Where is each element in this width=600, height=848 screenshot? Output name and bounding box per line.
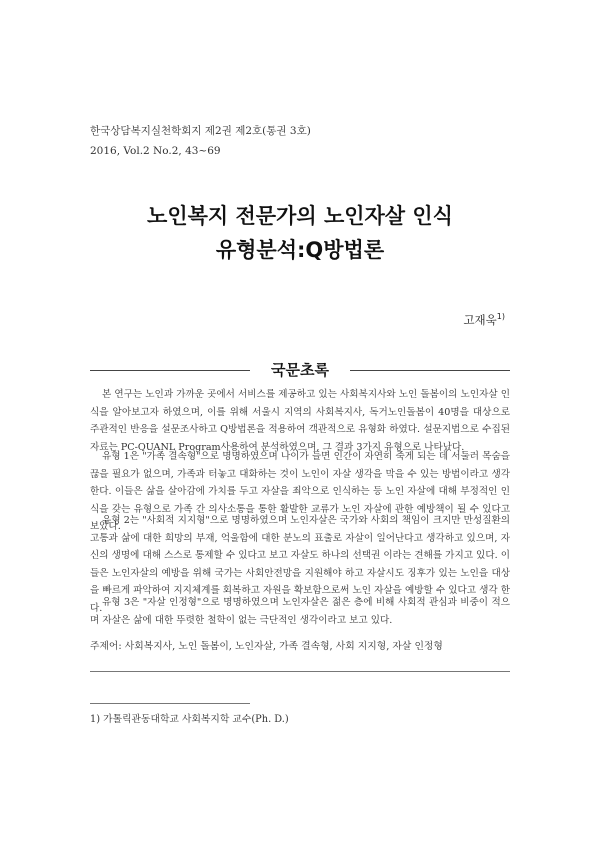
section-divider: [90, 671, 510, 672]
journal-volume-pages: 2016, Vol.2 No.2, 43~69: [90, 145, 221, 157]
author: [463, 312, 505, 328]
footnote-divider: [90, 703, 250, 704]
paper-title-line-2: 유형분석:Q방법론: [215, 238, 385, 262]
abstract-paragraph: 본 연구는 노인과 가까운 곳에서 서비스를 제공하고 있는 사회복지사와 노인 돌봄이의 노인자살 인식을 알아보고자 하였으며, 이를 위해 서울시 지역의 사회복지사, 독거노인돌봄이 40명을 대상으로 주관적인 반응을 설문조사하고 Q방법론을 적용하여 객관적으로 유형화 하였다. 설문지법으로 수집된 자료는 PC-QUANL Program사용하여 분석하였으며, 그 결과 3가지 유형으로 나타났다.: [90, 389, 510, 453]
journal-info: [90, 121, 311, 161]
keywords: 주제어: 사회복지사, 노인 돌봄이, 노인자살, 가족 결속형, 사회 지지형, 자살 인정형: [90, 641, 443, 652]
author-name: 고재욱: [463, 313, 497, 327]
abstract-heading: 국문초록: [250, 360, 350, 380]
abstract-paragraph: 유형 2는 "사회적 지지형"으로 명명하였으며 노인자살은 국가와 사회의 책임이 크지만 만성질환의 고통과 삶에 대한 희망의 부재, 억울함에 대한 분노의 표출로 자살이 일어난다고 생각하고 있으며, 자신의 생명에 대해 스스로 통제할 수 있다고 보고 자살도 하나의 선택권 이라는 견해를 가지고 있다. 이들은 노인자살의 예방을 위해 국가는 사회안전망을 지원해야 하고 자살시도 징후가 있는 노인을 대상을 빠르게 파악하여 지지체계를 회복하고 자원을 확보함으로써 노인 자살을 예방할 수 있다고 생각 한다.: [90, 515, 510, 614]
abstract-paragraph: 유형 1은 "가족 결속형"으로 명명하였으며 나이가 들면 인간이 자연히 죽게 되는 데 서둘러 목숨을 끊을 필요가 없으며, 가족과 터놓고 대화하는 것이 노인이 자살 생각을 막을 수 있는 방법이라고 생각한다. 이들은 삶을 살아감에 가치를 두고 자살을 죄악으로 인식하는 등 노인 자살에 대해 부정적인 인식을 갖는 유형으로 가족 간 의사소통을 통한 활발한 교류가 노인 자살에 관한 예방책이 될 수 있다고 보았다.: [90, 451, 510, 532]
abstract-paragraph: 유형 3은 "자살 인정형"으로 명명하였으며 노인자살은 젊은 층에 비해 사회적 관심과 비중이 적으며 자살은 삶에 대한 뚜렷한 철학이 없는 극단적인 생각이라고 보고 있다.: [90, 597, 510, 626]
paper-title-line-1: 노인복지 전문가의 노인자살 인식: [147, 204, 453, 228]
journal-issue: 한국상담복지실천학회지 제2권 제2호(통권 3호): [90, 125, 311, 137]
author-affiliation-footnote: 1) 가톨릭관동대학교 사회복지학 교수(Ph. D.): [90, 714, 289, 725]
author-footnote-mark: 1): [496, 312, 505, 322]
